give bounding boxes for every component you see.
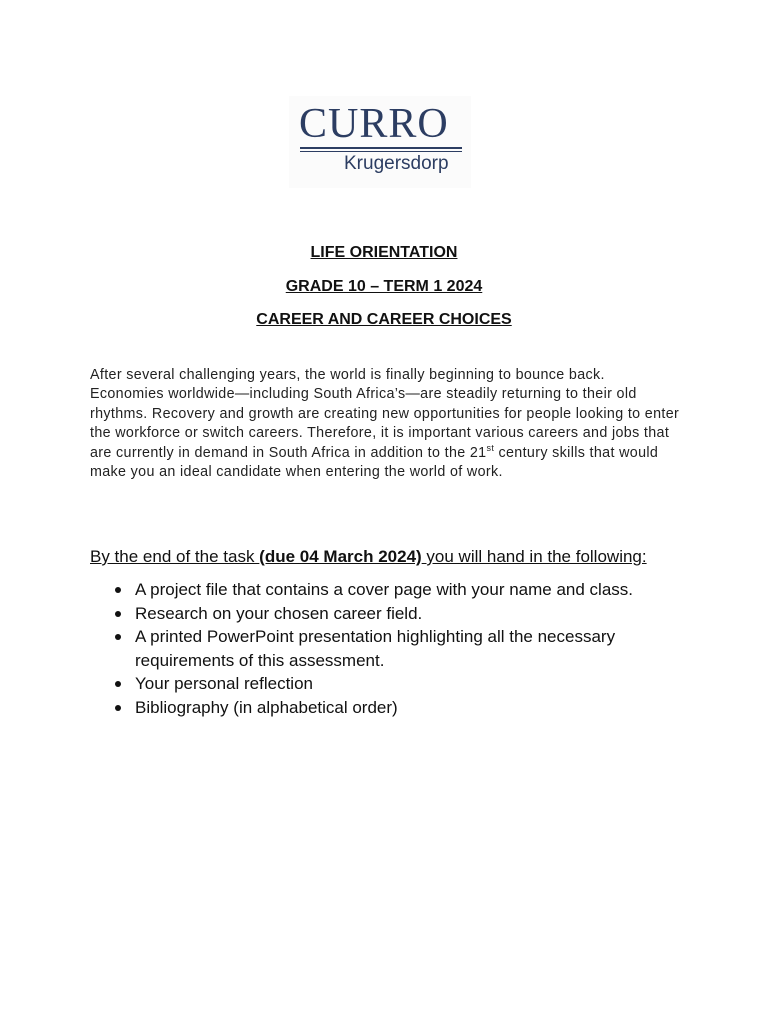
due-suffix: you will hand in the following: xyxy=(421,547,647,566)
list-item-text: Bibliography (in alphabetical order) xyxy=(135,697,398,717)
intro-text-part2: century skills that would make you an ideal candidate when entering the world of work. xyxy=(90,444,659,481)
subject-heading: LIFE ORIENTATION xyxy=(310,244,458,261)
list-item xyxy=(90,625,690,672)
bullet-icon xyxy=(115,611,121,617)
logo-wordmark: CURRO xyxy=(299,101,449,147)
list-item xyxy=(90,696,690,720)
list-item-text: A project file that contains a cover page with your name and class. xyxy=(135,580,633,599)
intro-text-part1: After several challenging years, the world is finally beginning to bounce back. Economies worldwide—including South Africa’s—are steadily returning to their old rhythms. Recovery and growth are creating new opportunities for people looking to enter the workforce or switch careers. Therefore, it is important various careers and jobs that are currently in demand in South Africa in addition to the 21 xyxy=(90,367,680,461)
bullet-icon xyxy=(115,681,121,687)
due-date: (due 04 March 2024) xyxy=(259,547,422,566)
list-item-text: A printed PowerPoint presentation highlighting all the necessary requirements of this assessment. xyxy=(135,627,616,670)
bullet-icon xyxy=(115,587,121,593)
due-date-line xyxy=(90,546,647,568)
logo-rule-thick xyxy=(300,147,462,149)
list-item xyxy=(90,672,690,696)
grade-term-heading: GRADE 10 – TERM 1 2024 xyxy=(285,278,483,295)
list-item-text: Your personal reflection xyxy=(135,674,313,693)
curro-logo xyxy=(289,96,471,188)
intro-paragraph xyxy=(90,366,680,482)
intro-superscript: st xyxy=(486,442,495,453)
logo-campus-name: Krugersdorp xyxy=(344,153,449,174)
due-prefix: By the end of the task xyxy=(90,547,260,566)
logo-rule-thin xyxy=(300,151,462,152)
deliverables-list xyxy=(90,578,690,719)
bullet-icon xyxy=(115,634,121,640)
list-item-text: Research on your chosen career field. xyxy=(135,603,423,623)
bullet-icon xyxy=(115,705,121,711)
list-item xyxy=(90,602,690,626)
topic-heading: CAREER AND CAREER CHOICES xyxy=(256,311,512,328)
list-item xyxy=(90,578,690,602)
